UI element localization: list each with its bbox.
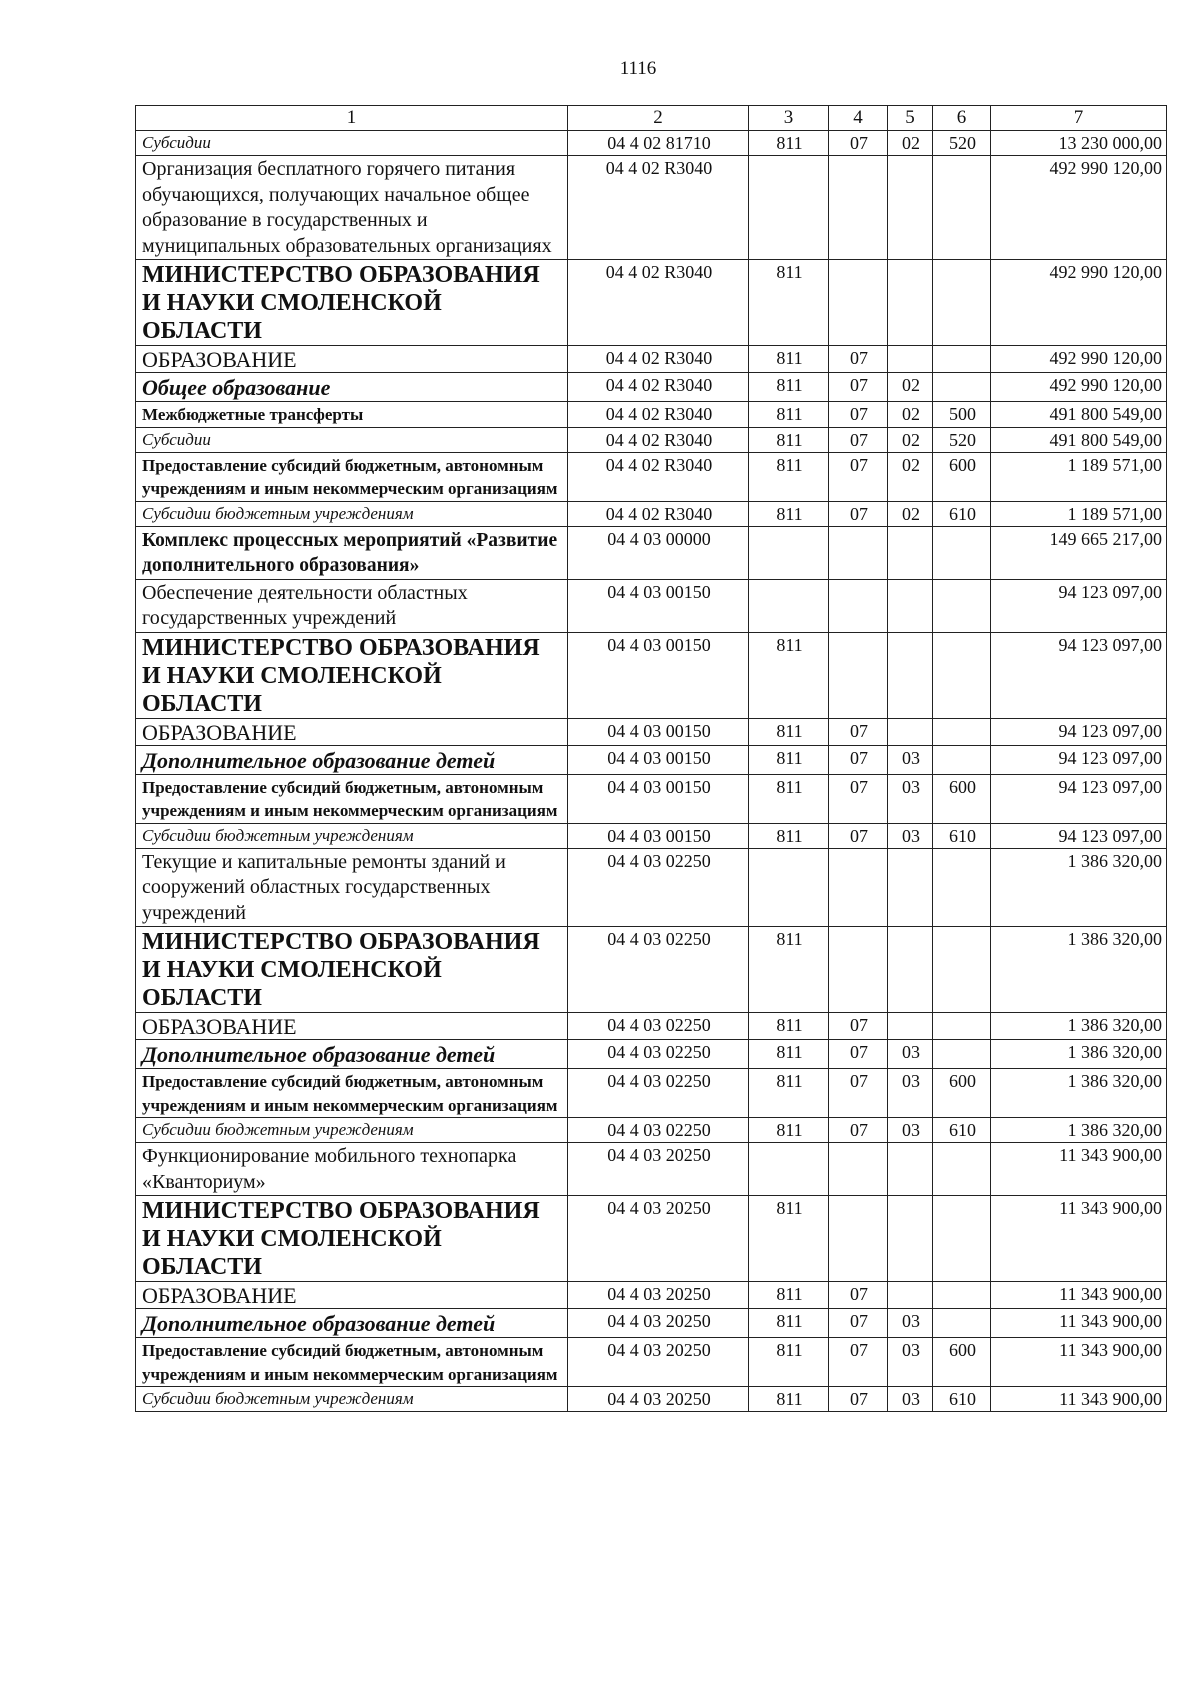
amount-cell: 94 123 097,00 bbox=[991, 745, 1167, 774]
table-row bbox=[136, 1013, 1167, 1040]
amount-cell: 11 343 900,00 bbox=[991, 1282, 1167, 1309]
subsection-code-cell: 03 bbox=[888, 745, 933, 774]
section-code-cell: 07 bbox=[829, 1040, 888, 1069]
subsection-code-cell bbox=[888, 260, 933, 346]
section-code-cell: 07 bbox=[829, 1118, 888, 1143]
target-code-cell: 04 4 03 00150 bbox=[568, 823, 749, 848]
budget-table bbox=[135, 105, 1167, 1412]
section-code-cell bbox=[829, 260, 888, 346]
target-code-cell: 04 4 03 00150 bbox=[568, 718, 749, 745]
subsection-code-cell: 02 bbox=[888, 373, 933, 402]
row-name-cell: МИНИСТЕРСТВО ОБРАЗОВАНИЯ И НАУКИ СМОЛЕНСКОЙ ОБЛАСТИ bbox=[136, 632, 568, 718]
target-code-cell: 04 4 02 R3040 bbox=[568, 501, 749, 526]
target-code-cell: 04 4 02 R3040 bbox=[568, 373, 749, 402]
expense-type-cell: 610 bbox=[933, 1118, 991, 1143]
row-name-cell: Субсидии бюджетным учреждениям bbox=[136, 501, 568, 526]
expense-type-cell: 600 bbox=[933, 1338, 991, 1387]
grbs-code-cell: 811 bbox=[749, 823, 829, 848]
subsection-code-cell bbox=[888, 632, 933, 718]
table-row bbox=[136, 1143, 1167, 1196]
expense-type-cell bbox=[933, 632, 991, 718]
row-name-cell: ОБРАЗОВАНИЕ bbox=[136, 346, 568, 373]
table-row bbox=[136, 131, 1167, 156]
target-code-cell: 04 4 02 R3040 bbox=[568, 427, 749, 452]
amount-cell: 13 230 000,00 bbox=[991, 131, 1167, 156]
grbs-code-cell: 811 bbox=[749, 632, 829, 718]
target-code-cell: 04 4 03 20250 bbox=[568, 1387, 749, 1412]
table-row bbox=[136, 1309, 1167, 1338]
expense-type-cell: 600 bbox=[933, 1069, 991, 1118]
subsection-code-cell: 02 bbox=[888, 427, 933, 452]
section-code-cell: 07 bbox=[829, 745, 888, 774]
section-code-cell: 07 bbox=[829, 823, 888, 848]
target-code-cell: 04 4 02 R3040 bbox=[568, 260, 749, 346]
row-name-cell: Субсидии бюджетным учреждениям bbox=[136, 1387, 568, 1412]
target-code-cell: 04 4 03 00150 bbox=[568, 579, 749, 632]
expense-type-cell bbox=[933, 260, 991, 346]
expense-type-cell bbox=[933, 579, 991, 632]
grbs-code-cell bbox=[749, 1143, 829, 1196]
row-name-cell: Субсидии bbox=[136, 427, 568, 452]
target-code-cell: 04 4 02 R3040 bbox=[568, 346, 749, 373]
expense-type-cell bbox=[933, 718, 991, 745]
grbs-code-cell bbox=[749, 848, 829, 927]
grbs-code-cell: 811 bbox=[749, 452, 829, 501]
expense-type-cell: 600 bbox=[933, 774, 991, 823]
subsection-code-cell: 03 bbox=[888, 823, 933, 848]
target-code-cell: 04 4 03 20250 bbox=[568, 1309, 749, 1338]
row-name-cell: МИНИСТЕРСТВО ОБРАЗОВАНИЯ И НАУКИ СМОЛЕНСКОЙ ОБЛАСТИ bbox=[136, 1196, 568, 1282]
amount-cell: 1 386 320,00 bbox=[991, 1040, 1167, 1069]
grbs-code-cell: 811 bbox=[749, 1118, 829, 1143]
table-row bbox=[136, 718, 1167, 745]
section-code-cell bbox=[829, 927, 888, 1013]
subsection-code-cell bbox=[888, 1282, 933, 1309]
expense-type-cell bbox=[933, 1040, 991, 1069]
subsection-code-cell bbox=[888, 346, 933, 373]
amount-cell: 491 800 549,00 bbox=[991, 402, 1167, 428]
section-code-cell: 07 bbox=[829, 1338, 888, 1387]
section-code-cell: 07 bbox=[829, 402, 888, 428]
table-row bbox=[136, 346, 1167, 373]
grbs-code-cell: 811 bbox=[749, 1069, 829, 1118]
row-name-cell: Функционирование мобильного технопарка «Кванториум» bbox=[136, 1143, 568, 1196]
table-row bbox=[136, 848, 1167, 927]
section-code-cell: 07 bbox=[829, 1069, 888, 1118]
grbs-code-cell bbox=[749, 579, 829, 632]
subsection-code-cell: 02 bbox=[888, 131, 933, 156]
row-name-cell: Субсидии bbox=[136, 131, 568, 156]
expense-type-cell bbox=[933, 373, 991, 402]
grbs-code-cell: 811 bbox=[749, 131, 829, 156]
expense-type-cell bbox=[933, 848, 991, 927]
subsection-code-cell: 03 bbox=[888, 1069, 933, 1118]
amount-cell: 94 123 097,00 bbox=[991, 579, 1167, 632]
row-name-cell: Обеспечение деятельности областных государственных учреждений bbox=[136, 579, 568, 632]
subsection-code-cell bbox=[888, 1196, 933, 1282]
row-name-cell: Дополнительное образование детей bbox=[136, 745, 568, 774]
section-code-cell: 07 bbox=[829, 774, 888, 823]
section-code-cell bbox=[829, 848, 888, 927]
amount-cell: 11 343 900,00 bbox=[991, 1309, 1167, 1338]
page-number: 1116 bbox=[619, 58, 657, 79]
section-code-cell bbox=[829, 1143, 888, 1196]
amount-cell: 149 665 217,00 bbox=[991, 526, 1167, 579]
row-name-cell: ОБРАЗОВАНИЕ bbox=[136, 1282, 568, 1309]
table-row bbox=[136, 632, 1167, 718]
amount-cell: 94 123 097,00 bbox=[991, 718, 1167, 745]
target-code-cell: 04 4 03 02250 bbox=[568, 848, 749, 927]
target-code-cell: 04 4 03 02250 bbox=[568, 1069, 749, 1118]
grbs-code-cell: 811 bbox=[749, 373, 829, 402]
row-name-cell: Предоставление субсидий бюджетным, автономным учреждениям и иным некоммерческим организациям bbox=[136, 452, 568, 501]
amount-cell: 11 343 900,00 bbox=[991, 1338, 1167, 1387]
section-code-cell: 07 bbox=[829, 452, 888, 501]
grbs-code-cell: 811 bbox=[749, 1013, 829, 1040]
row-name-cell: Текущие и капитальные ремонты зданий и сооружений областных государственных учреждений bbox=[136, 848, 568, 927]
amount-cell: 492 990 120,00 bbox=[991, 156, 1167, 260]
amount-cell: 1 386 320,00 bbox=[991, 927, 1167, 1013]
section-code-cell: 07 bbox=[829, 346, 888, 373]
section-code-cell: 07 bbox=[829, 718, 888, 745]
section-code-cell: 07 bbox=[829, 501, 888, 526]
expense-type-cell bbox=[933, 156, 991, 260]
subsection-code-cell: 03 bbox=[888, 1387, 933, 1412]
target-code-cell: 04 4 02 R3040 bbox=[568, 156, 749, 260]
subsection-code-cell: 02 bbox=[888, 501, 933, 526]
subsection-code-cell: 03 bbox=[888, 1040, 933, 1069]
table-row bbox=[136, 427, 1167, 452]
amount-cell: 11 343 900,00 bbox=[991, 1387, 1167, 1412]
row-name-cell: Предоставление субсидий бюджетным, автономным учреждениям и иным некоммерческим организациям bbox=[136, 774, 568, 823]
row-name-cell: ОБРАЗОВАНИЕ bbox=[136, 718, 568, 745]
amount-cell: 1 386 320,00 bbox=[991, 1013, 1167, 1040]
target-code-cell: 04 4 03 20250 bbox=[568, 1338, 749, 1387]
target-code-cell: 04 4 03 00150 bbox=[568, 632, 749, 718]
subsection-code-cell: 03 bbox=[888, 774, 933, 823]
row-name-cell: МИНИСТЕРСТВО ОБРАЗОВАНИЯ И НАУКИ СМОЛЕНСКОЙ ОБЛАСТИ bbox=[136, 927, 568, 1013]
expense-type-cell bbox=[933, 526, 991, 579]
section-code-cell bbox=[829, 156, 888, 260]
expense-type-cell bbox=[933, 927, 991, 1013]
section-code-cell: 07 bbox=[829, 1282, 888, 1309]
amount-cell: 492 990 120,00 bbox=[991, 373, 1167, 402]
grbs-code-cell: 811 bbox=[749, 1282, 829, 1309]
section-code-cell: 07 bbox=[829, 373, 888, 402]
amount-cell: 1 386 320,00 bbox=[991, 1118, 1167, 1143]
subsection-code-cell bbox=[888, 718, 933, 745]
table-header-row bbox=[136, 106, 1167, 131]
grbs-code-cell: 811 bbox=[749, 402, 829, 428]
subsection-code-cell bbox=[888, 156, 933, 260]
subsection-code-cell: 02 bbox=[888, 452, 933, 501]
amount-cell: 1 189 571,00 bbox=[991, 501, 1167, 526]
table-row bbox=[136, 579, 1167, 632]
section-code-cell bbox=[829, 526, 888, 579]
column-header: 2 bbox=[568, 106, 749, 131]
table-row bbox=[136, 1338, 1167, 1387]
row-name-cell: Субсидии бюджетным учреждениям bbox=[136, 1118, 568, 1143]
column-header: 6 bbox=[933, 106, 991, 131]
grbs-code-cell: 811 bbox=[749, 501, 829, 526]
expense-type-cell: 610 bbox=[933, 1387, 991, 1412]
expense-type-cell: 600 bbox=[933, 452, 991, 501]
column-header: 7 bbox=[991, 106, 1167, 131]
section-code-cell: 07 bbox=[829, 1309, 888, 1338]
section-code-cell bbox=[829, 1196, 888, 1282]
table-row bbox=[136, 1387, 1167, 1412]
table-row bbox=[136, 373, 1167, 402]
table-row bbox=[136, 1282, 1167, 1309]
target-code-cell: 04 4 02 R3040 bbox=[568, 402, 749, 428]
amount-cell: 94 123 097,00 bbox=[991, 632, 1167, 718]
subsection-code-cell bbox=[888, 848, 933, 927]
table-row bbox=[136, 260, 1167, 346]
section-code-cell: 07 bbox=[829, 1387, 888, 1412]
table-body bbox=[136, 131, 1167, 1412]
target-code-cell: 04 4 03 00150 bbox=[568, 745, 749, 774]
expense-type-cell: 610 bbox=[933, 501, 991, 526]
grbs-code-cell: 811 bbox=[749, 1196, 829, 1282]
amount-cell: 1 386 320,00 bbox=[991, 1069, 1167, 1118]
amount-cell: 492 990 120,00 bbox=[991, 260, 1167, 346]
expense-type-cell bbox=[933, 1013, 991, 1040]
grbs-code-cell: 811 bbox=[749, 260, 829, 346]
amount-cell: 491 800 549,00 bbox=[991, 427, 1167, 452]
row-name-cell: ОБРАЗОВАНИЕ bbox=[136, 1013, 568, 1040]
table-row bbox=[136, 1118, 1167, 1143]
table-row bbox=[136, 1040, 1167, 1069]
target-code-cell: 04 4 03 00000 bbox=[568, 526, 749, 579]
row-name-cell: Субсидии бюджетным учреждениям bbox=[136, 823, 568, 848]
grbs-code-cell: 811 bbox=[749, 718, 829, 745]
section-code-cell: 07 bbox=[829, 427, 888, 452]
row-name-cell: Предоставление субсидий бюджетным, автономным учреждениям и иным некоммерческим организациям bbox=[136, 1338, 568, 1387]
target-code-cell: 04 4 03 02250 bbox=[568, 1013, 749, 1040]
target-code-cell: 04 4 03 00150 bbox=[568, 774, 749, 823]
section-code-cell: 07 bbox=[829, 131, 888, 156]
expense-type-cell: 610 bbox=[933, 823, 991, 848]
table-row bbox=[136, 823, 1167, 848]
grbs-code-cell: 811 bbox=[749, 774, 829, 823]
expense-type-cell bbox=[933, 1143, 991, 1196]
subsection-code-cell bbox=[888, 1013, 933, 1040]
expense-type-cell bbox=[933, 1196, 991, 1282]
amount-cell: 1 189 571,00 bbox=[991, 452, 1167, 501]
section-code-cell: 07 bbox=[829, 1013, 888, 1040]
grbs-code-cell bbox=[749, 156, 829, 260]
expense-type-cell bbox=[933, 1282, 991, 1309]
grbs-code-cell: 811 bbox=[749, 1040, 829, 1069]
subsection-code-cell bbox=[888, 526, 933, 579]
target-code-cell: 04 4 03 02250 bbox=[568, 927, 749, 1013]
subsection-code-cell: 03 bbox=[888, 1338, 933, 1387]
subsection-code-cell: 02 bbox=[888, 402, 933, 428]
grbs-code-cell: 811 bbox=[749, 346, 829, 373]
amount-cell: 94 123 097,00 bbox=[991, 774, 1167, 823]
target-code-cell: 04 4 03 20250 bbox=[568, 1282, 749, 1309]
table-row bbox=[136, 745, 1167, 774]
amount-cell: 94 123 097,00 bbox=[991, 823, 1167, 848]
row-name-cell: МИНИСТЕРСТВО ОБРАЗОВАНИЯ И НАУКИ СМОЛЕНСКОЙ ОБЛАСТИ bbox=[136, 260, 568, 346]
row-name-cell: Комплекс процессных мероприятий «Развитие дополнительного образования» bbox=[136, 526, 568, 579]
target-code-cell: 04 4 03 02250 bbox=[568, 1118, 749, 1143]
row-name-cell: Дополнительное образование детей bbox=[136, 1309, 568, 1338]
subsection-code-cell bbox=[888, 1143, 933, 1196]
table-row bbox=[136, 452, 1167, 501]
table-row bbox=[136, 1069, 1167, 1118]
amount-cell: 11 343 900,00 bbox=[991, 1196, 1167, 1282]
subsection-code-cell: 03 bbox=[888, 1118, 933, 1143]
column-header: 1 bbox=[136, 106, 568, 131]
column-header: 4 bbox=[829, 106, 888, 131]
expense-type-cell bbox=[933, 745, 991, 774]
grbs-code-cell: 811 bbox=[749, 1387, 829, 1412]
section-code-cell bbox=[829, 632, 888, 718]
target-code-cell: 04 4 02 R3040 bbox=[568, 452, 749, 501]
table-row bbox=[136, 927, 1167, 1013]
expense-type-cell bbox=[933, 346, 991, 373]
section-code-cell bbox=[829, 579, 888, 632]
table-row bbox=[136, 526, 1167, 579]
grbs-code-cell bbox=[749, 526, 829, 579]
target-code-cell: 04 4 03 20250 bbox=[568, 1143, 749, 1196]
grbs-code-cell: 811 bbox=[749, 745, 829, 774]
table-row bbox=[136, 774, 1167, 823]
grbs-code-cell: 811 bbox=[749, 927, 829, 1013]
column-header: 5 bbox=[888, 106, 933, 131]
table-row bbox=[136, 402, 1167, 428]
expense-type-cell: 520 bbox=[933, 427, 991, 452]
column-header: 3 bbox=[749, 106, 829, 131]
subsection-code-cell: 03 bbox=[888, 1309, 933, 1338]
row-name-cell: Межбюджетные трансферты bbox=[136, 402, 568, 428]
amount-cell: 492 990 120,00 bbox=[991, 346, 1167, 373]
expense-type-cell: 500 bbox=[933, 402, 991, 428]
grbs-code-cell: 811 bbox=[749, 1338, 829, 1387]
subsection-code-cell bbox=[888, 579, 933, 632]
grbs-code-cell: 811 bbox=[749, 1309, 829, 1338]
subsection-code-cell bbox=[888, 927, 933, 1013]
amount-cell: 11 343 900,00 bbox=[991, 1143, 1167, 1196]
grbs-code-cell: 811 bbox=[749, 427, 829, 452]
table-row bbox=[136, 501, 1167, 526]
expense-type-cell: 520 bbox=[933, 131, 991, 156]
target-code-cell: 04 4 03 20250 bbox=[568, 1196, 749, 1282]
row-name-cell: Предоставление субсидий бюджетным, автономным учреждениям и иным некоммерческим организациям bbox=[136, 1069, 568, 1118]
table-row bbox=[136, 1196, 1167, 1282]
row-name-cell: Дополнительное образование детей bbox=[136, 1040, 568, 1069]
row-name-cell: Общее образование bbox=[136, 373, 568, 402]
expense-type-cell bbox=[933, 1309, 991, 1338]
target-code-cell: 04 4 03 02250 bbox=[568, 1040, 749, 1069]
row-name-cell: Организация бесплатного горячего питания обучающихся, получающих начальное общее образование в государственных и муниципальных образовательных организациях bbox=[136, 156, 568, 260]
target-code-cell: 04 4 02 81710 bbox=[568, 131, 749, 156]
table-row bbox=[136, 156, 1167, 260]
amount-cell: 1 386 320,00 bbox=[991, 848, 1167, 927]
